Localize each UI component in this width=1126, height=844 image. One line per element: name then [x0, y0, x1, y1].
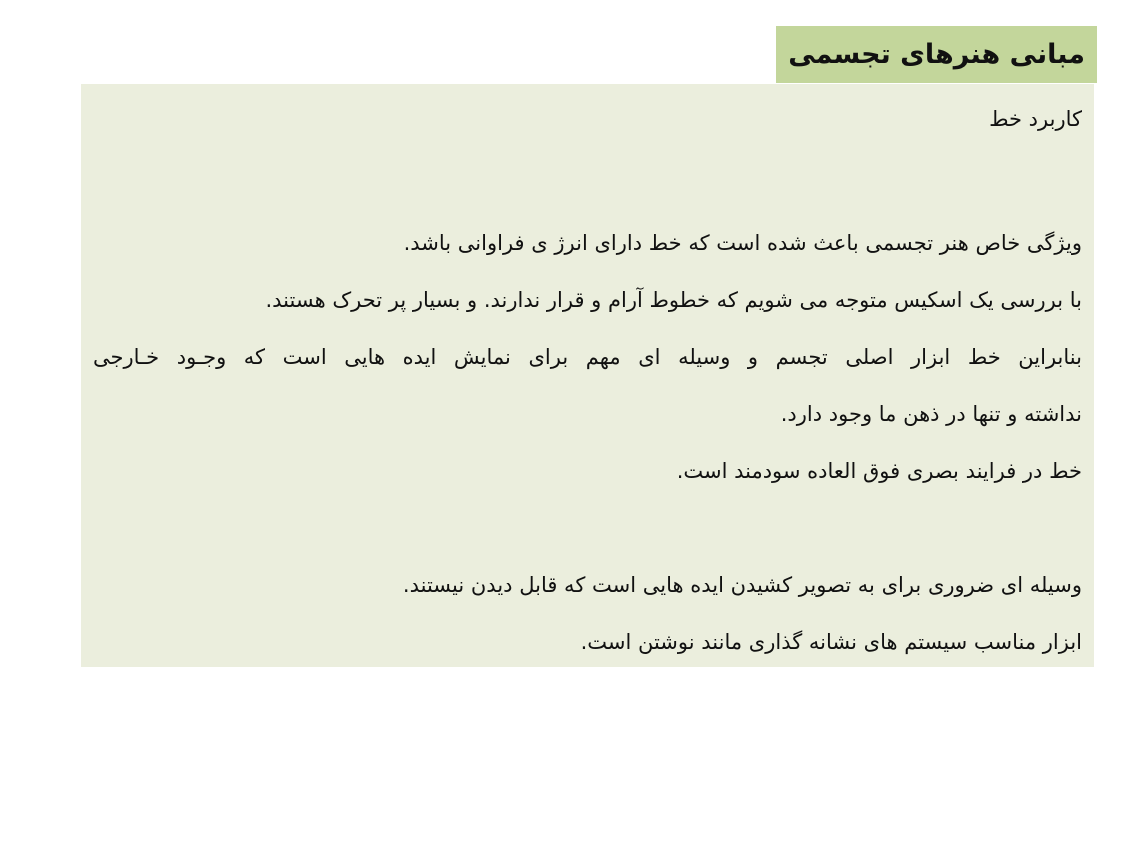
paragraph-spacer	[93, 500, 1082, 557]
text-line: خط در فرایند بصری فوق العاده سودمند است.	[676, 459, 1082, 483]
text-line: نداشته و تنها در ذهن ما وجود دارد.	[780, 402, 1082, 426]
text-line: ویژگی خاص هنر تجسمی باعث شده است که خط دارای انرژ ی فراوانی باشد.	[403, 231, 1082, 255]
section-heading: کاربرد خط	[989, 107, 1082, 131]
slide-content	[81, 84, 1094, 667]
text-line: وسیله ای ضروری برای به تصویر کشیدن ایده هایی است که قابل دیدن نیستند.	[402, 573, 1082, 597]
text-line: با بررسی یک اسکیس متوجه می شویم که خطوط آرام و قرار ندارند. و بسیار پر تحرک هستند.	[265, 288, 1082, 312]
text-line: بنابراین خط ابزار اصلی تجسم و وسیله ای مهم برای نمایش ایده هایی است که وجـود خـارجی	[93, 345, 1082, 369]
slide-title-box	[776, 26, 1097, 83]
text-line: ابزار مناسب سیستم های نشانه گذاری مانند نوشتن است.	[580, 630, 1082, 654]
slide-title: مبانی هنرهای تجسمی	[788, 39, 1085, 70]
